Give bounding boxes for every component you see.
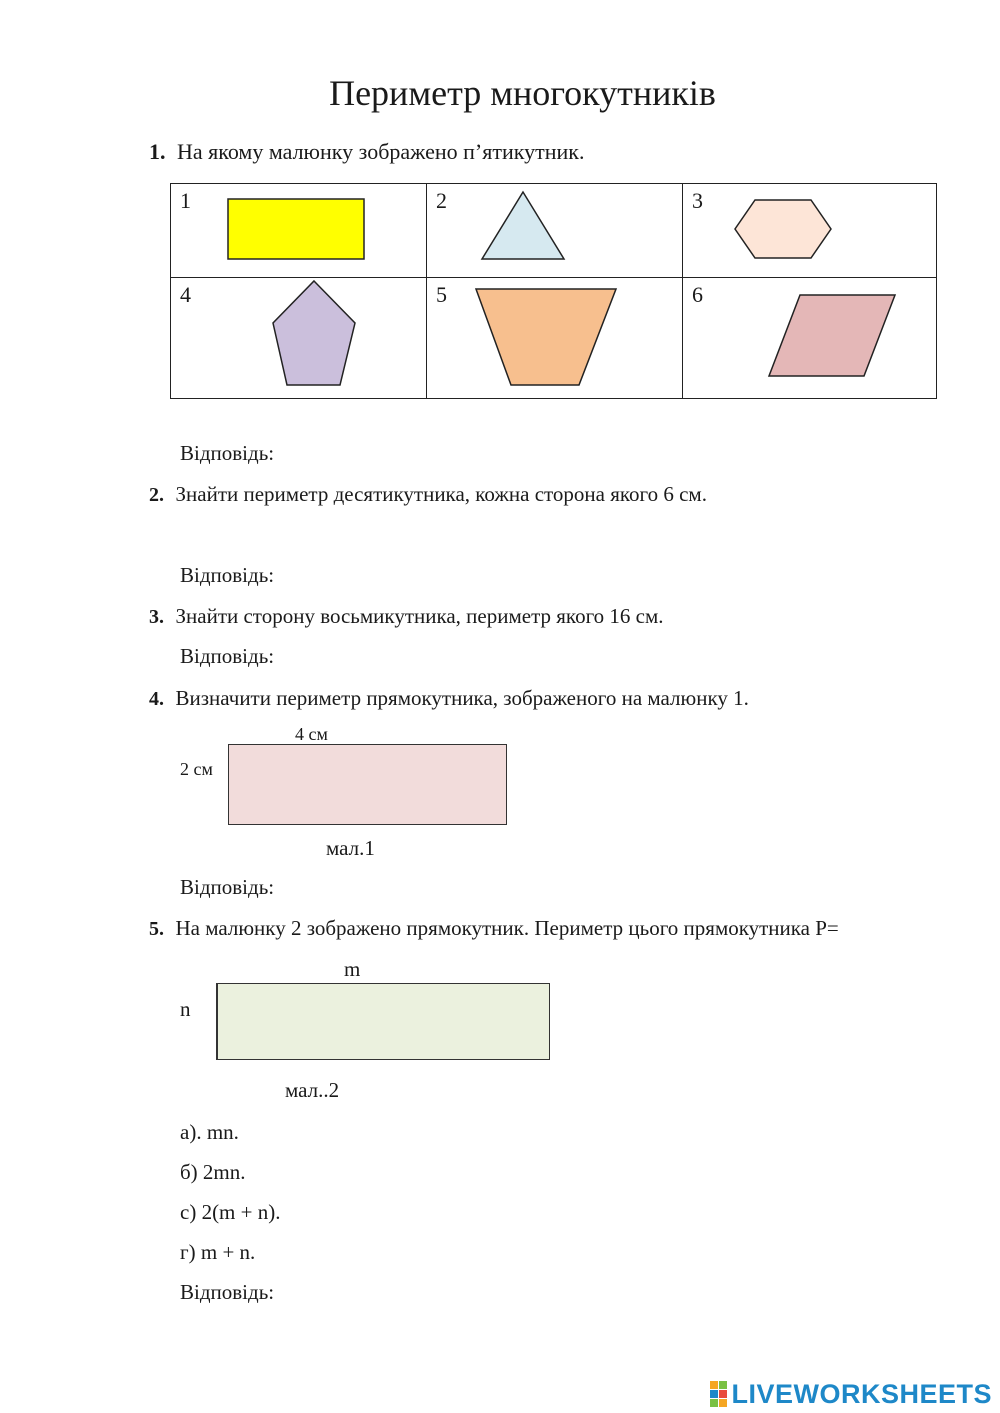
shape-cell-2[interactable]: [427, 184, 683, 278]
question-1-text: На якому малюнку зображено п’ятикутник.: [177, 139, 585, 164]
page-title: Периметр многокутників: [329, 73, 716, 113]
option-a[interactable]: а). mn.: [180, 1120, 239, 1144]
question-2: [149, 481, 707, 507]
shape-cell-5[interactable]: [427, 278, 683, 399]
shape-cell-number: 3: [692, 188, 703, 213]
question-3-text: Знайти сторону восьмикутника, периметр якого 16 см.: [175, 604, 664, 628]
parallelogram-shape: [683, 278, 938, 399]
rectangle-1-side-label: 2 см: [180, 759, 213, 779]
question-4: [149, 685, 749, 711]
answer-label-2: Відповідь:: [180, 563, 275, 587]
shape-cell-6[interactable]: [683, 278, 937, 399]
figure-2-caption: мал..2: [285, 1078, 340, 1102]
question-1-number: 1.: [149, 139, 166, 164]
question-5-text: На малюнку 2 зображено прямокутник. Периметр цього прямокутника P=: [175, 916, 839, 940]
question-3-number: 3.: [149, 606, 164, 628]
answer-label-3: Відповідь:: [180, 644, 275, 668]
rectangle-2-side-label: n: [180, 997, 191, 1021]
answer-label-1: Відповідь:: [180, 441, 275, 465]
question-4-number: 4.: [149, 688, 164, 710]
logo-icon: [710, 1381, 727, 1407]
figure-1-caption: мал.1: [326, 836, 375, 860]
shape-cell-1[interactable]: [171, 184, 427, 278]
question-2-text: Знайти периметр десятикутника, кожна сторона якого 6 см.: [175, 482, 707, 506]
question-5-number: 5.: [149, 918, 164, 940]
answer-label-5: Відповідь:: [180, 1280, 275, 1304]
shape-cell-number: 2: [436, 188, 447, 213]
question-4-text: Визначити периметр прямокутника, зображеного на малюнку 1.: [175, 686, 749, 710]
option-b[interactable]: б) 2mn.: [180, 1160, 246, 1184]
logo-text: LIVEWORKSHEETS: [731, 1378, 992, 1409]
liveworksheets-logo: [710, 1379, 992, 1409]
answer-label-4: Відповідь:: [180, 875, 275, 899]
rectangle-shape: [171, 184, 426, 278]
shape-cell-number: 1: [180, 188, 191, 213]
question-3: [149, 603, 664, 629]
question-5: [149, 915, 839, 941]
pentagon-shape: [171, 278, 426, 399]
trapezoid-shape: [427, 278, 682, 399]
rectangle-figure-2: [216, 983, 550, 1060]
shapes-table: [170, 183, 937, 399]
option-c[interactable]: с) 2(m + n).: [180, 1200, 281, 1224]
hexagon-shape: [683, 184, 938, 278]
triangle-shape: [427, 184, 682, 278]
rectangle-1-top-label: 4 см: [295, 724, 328, 744]
shape-cell-number: 4: [180, 282, 191, 307]
rectangle-figure-1: [228, 744, 507, 825]
question-2-number: 2.: [149, 484, 164, 506]
shape-cell-4[interactable]: [171, 278, 427, 399]
question-1: [149, 139, 584, 165]
option-d[interactable]: г) m + n.: [180, 1240, 256, 1264]
shape-cell-number: 5: [436, 282, 447, 307]
shape-cell-3[interactable]: [683, 184, 937, 278]
shape-cell-number: 6: [692, 282, 703, 307]
rectangle-2-top-label: m: [344, 957, 361, 981]
